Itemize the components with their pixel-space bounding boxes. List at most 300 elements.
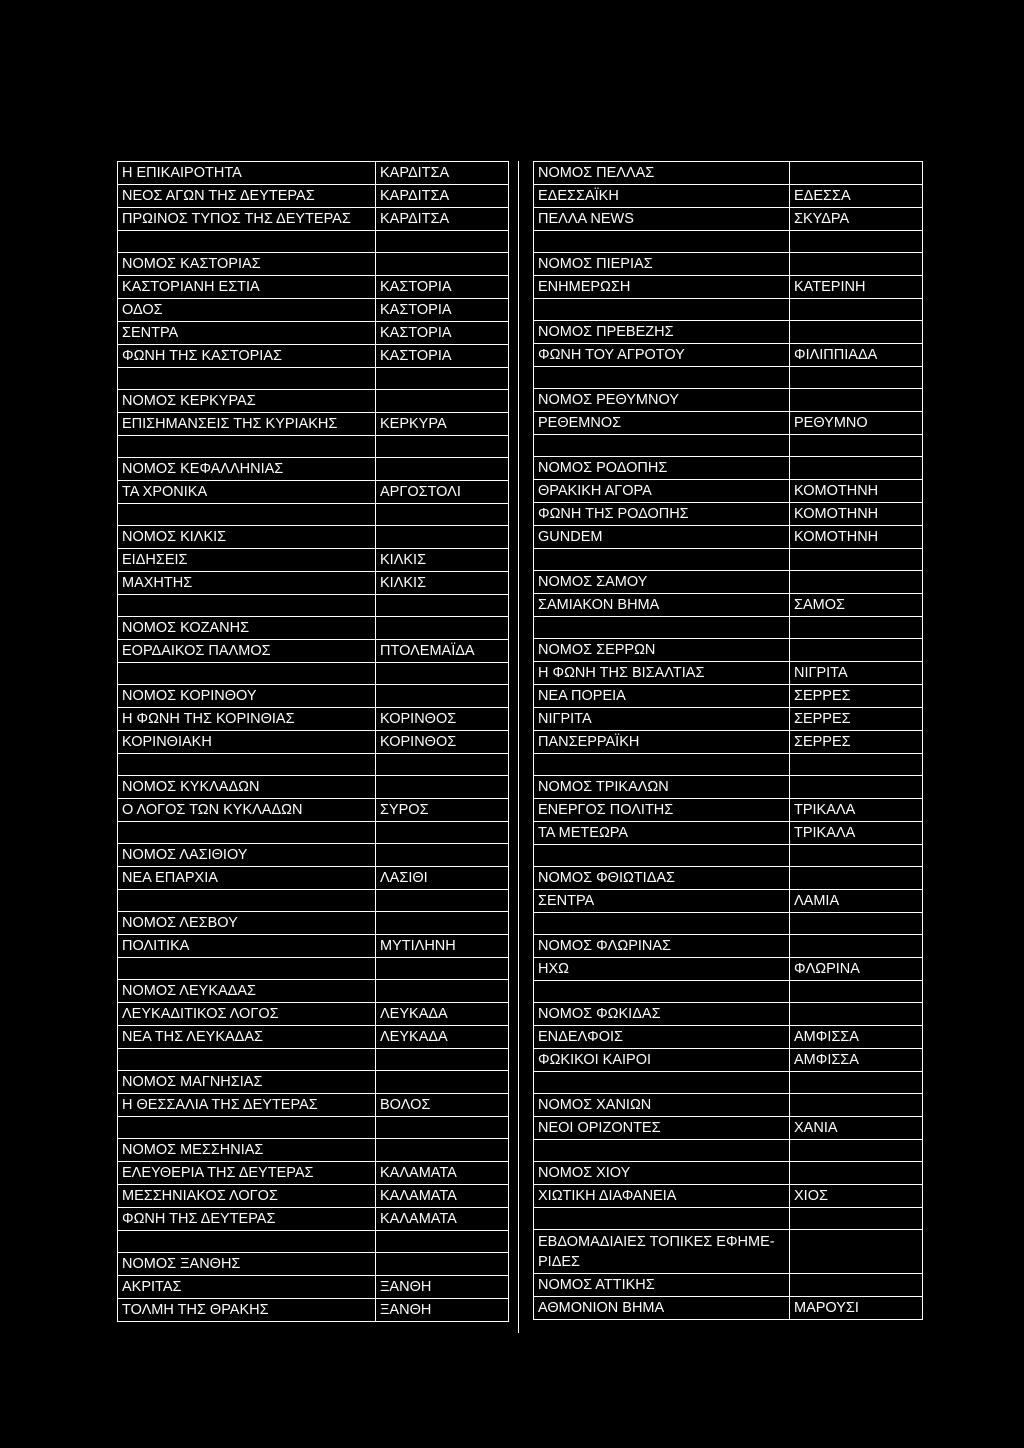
city-cell xyxy=(376,1049,509,1071)
city-cell xyxy=(376,958,509,980)
newspaper-name-cell: ΝΟΜΟΣ ΧΑΝΙΩΝ xyxy=(534,1094,790,1117)
table-row xyxy=(534,867,923,890)
city-cell xyxy=(790,1208,923,1230)
table-row xyxy=(534,662,923,685)
city-cell: ΣΕΡΡΕΣ xyxy=(790,685,923,708)
table-row xyxy=(118,958,509,980)
table-row xyxy=(534,1094,923,1117)
newspaper-name-cell: ΚΟΡΙΝΘΙΑΚΗ xyxy=(118,731,376,754)
table-row xyxy=(118,1117,509,1139)
city-cell: ΚΑΡΔΙΤΣΑ xyxy=(376,185,509,208)
newspaper-name-cell xyxy=(534,367,790,389)
newspaper-name-cell: ΠΡΩΙΝΟΣ ΤΥΠΟΣ ΤΗΣ ΔΕΥΤΕΡΑΣ xyxy=(118,208,376,231)
newspaper-name-cell: ΝΟΜΟΣ ΠΙΕΡΙΑΣ xyxy=(534,253,790,276)
city-cell xyxy=(376,1117,509,1139)
city-cell: ΤΡΙΚΑΛΑ xyxy=(790,822,923,845)
table-row xyxy=(118,1185,509,1208)
newspaper-name-cell: ΝΟΜΟΣ ΛΕΣΒΟΥ xyxy=(118,912,376,935)
city-cell: ΚΟΜΟΤΗΝΗ xyxy=(790,503,923,526)
table-row xyxy=(118,345,509,368)
newspaper-name-cell xyxy=(534,617,790,639)
city-cell xyxy=(790,321,923,344)
newspaper-name-cell: ΕΠΙΣΗΜΑΝΣΕΙΣ ΤΗΣ ΚΥΡΙΑΚΗΣ xyxy=(118,413,376,436)
newspaper-name-cell: ΝΟΜΟΣ ΠΕΛΛΑΣ xyxy=(534,162,790,185)
table-row xyxy=(534,1208,923,1230)
city-cell: ΚΑΡΔΙΤΣΑ xyxy=(376,208,509,231)
table-row xyxy=(534,754,923,776)
table-row xyxy=(534,1230,923,1274)
table-row xyxy=(118,980,509,1003)
city-cell: ΜΥΤΙΛΗΝΗ xyxy=(376,935,509,958)
city-cell: ΕΔΕΣΣΑ xyxy=(790,185,923,208)
table-row xyxy=(534,276,923,299)
table-row xyxy=(118,1162,509,1185)
city-cell xyxy=(376,754,509,776)
city-cell xyxy=(790,253,923,276)
table-row xyxy=(118,799,509,822)
table-row xyxy=(534,503,923,526)
table-row xyxy=(534,208,923,231)
table-row xyxy=(534,594,923,617)
newspaper-name-cell: ΠΕΛΛΑ NEWS xyxy=(534,208,790,231)
table-row xyxy=(534,708,923,731)
city-cell: ΧΑΝΙΑ xyxy=(790,1117,923,1140)
newspaper-name-cell xyxy=(534,754,790,776)
newspaper-name-cell xyxy=(534,1208,790,1230)
city-cell xyxy=(376,526,509,549)
table-row xyxy=(534,1162,923,1185)
table-row xyxy=(534,1297,923,1320)
newspaper-name-cell: ΝΟΜΟΣ ΚΕΦΑΛΛΗΝΙΑΣ xyxy=(118,458,376,481)
newspaper-name-cell: ΝΟΜΟΣ ΦΛΩΡΙΝΑΣ xyxy=(534,935,790,958)
table-row xyxy=(118,1276,509,1299)
newspaper-name-cell: ΑΘΜΟΝΙΟΝ ΒΗΜΑ xyxy=(534,1297,790,1320)
city-cell: ΚΑΤΕΡΙΝΗ xyxy=(790,276,923,299)
newspaper-name-cell: ΝΟΜΟΣ ΚΟΖΑΝΗΣ xyxy=(118,617,376,640)
table-row xyxy=(534,162,923,185)
city-cell xyxy=(376,1139,509,1162)
city-cell: ΧΙΟΣ xyxy=(790,1185,923,1208)
newspaper-name-cell xyxy=(118,368,376,390)
city-cell: ΣΕΡΡΕΣ xyxy=(790,731,923,754)
table-row xyxy=(534,845,923,867)
newspaper-name-cell xyxy=(534,231,790,253)
table-row xyxy=(118,754,509,776)
table-row xyxy=(534,321,923,344)
city-cell xyxy=(376,844,509,867)
city-cell xyxy=(376,980,509,1003)
city-cell xyxy=(790,776,923,799)
table-row xyxy=(534,253,923,276)
table-row xyxy=(118,935,509,958)
newspaper-name-cell: ΣΕΝΤΡΑ xyxy=(534,890,790,913)
newspaper-name-cell: ΝΟΜΟΣ ΑΤΤΙΚΗΣ xyxy=(534,1274,790,1297)
table-row xyxy=(534,913,923,935)
city-cell xyxy=(790,1003,923,1026)
city-cell: ΚΕΡΚΥΡΑ xyxy=(376,413,509,436)
table-row xyxy=(534,1026,923,1049)
city-cell: ΚΟΜΟΤΗΝΗ xyxy=(790,480,923,503)
newspaper-name-cell: ΤΑ ΧΡΟΝΙΚΑ xyxy=(118,481,376,504)
newspaper-name-cell: ΝΟΜΟΣ ΚΙΛΚΙΣ xyxy=(118,526,376,549)
city-cell xyxy=(790,1162,923,1185)
newspaper-name-cell: ΝΟΜΟΣ ΡΟΔΟΠΗΣ xyxy=(534,457,790,480)
right-table-body xyxy=(534,162,923,1320)
newspaper-name-cell: ΝΙΓΡΙΤΑ xyxy=(534,708,790,731)
newspaper-name-cell: ΑΚΡΙΤΑΣ xyxy=(118,1276,376,1299)
newspaper-name-cell: ΟΔΟΣ xyxy=(118,299,376,322)
newspaper-name-cell: ΝΟΜΟΣ ΚΟΡΙΝΘΟΥ xyxy=(118,685,376,708)
table-row xyxy=(118,617,509,640)
table-row xyxy=(534,435,923,457)
table-row xyxy=(534,526,923,549)
newspaper-name-cell: ΦΩΝΗ ΤΗΣ ΚΑΣΤΟΡΙΑΣ xyxy=(118,345,376,368)
newspaper-name-cell: ΕΒΔΟΜΑΔΙΑΙΕΣ ΤΟΠΙΚΕΣ ΕΦΗΜΕ-ΡΙΔΕΣ xyxy=(534,1230,790,1274)
city-cell xyxy=(790,571,923,594)
city-cell xyxy=(790,162,923,185)
city-cell xyxy=(790,367,923,389)
table-row xyxy=(118,526,509,549)
table-row xyxy=(118,685,509,708)
city-cell xyxy=(376,617,509,640)
city-cell: ΦΛΩΡΙΝΑ xyxy=(790,958,923,981)
table-row xyxy=(118,776,509,799)
city-cell xyxy=(790,639,923,662)
city-cell: ΑΜΦΙΣΣΑ xyxy=(790,1026,923,1049)
newspaper-name-cell: Η ΦΩΝΗ ΤΗΣ ΒΙΣΑΛΤΙΑΣ xyxy=(534,662,790,685)
city-cell: ΤΡΙΚΑΛΑ xyxy=(790,799,923,822)
table-row xyxy=(534,981,923,1003)
newspaper-name-cell: ΦΩΝΗ ΤΗΣ ΡΟΔΟΠΗΣ xyxy=(534,503,790,526)
table-row xyxy=(118,299,509,322)
table-row xyxy=(534,639,923,662)
city-cell xyxy=(376,912,509,935)
city-cell xyxy=(376,1253,509,1276)
table-row xyxy=(534,617,923,639)
table-row xyxy=(118,890,509,912)
city-cell xyxy=(790,617,923,639)
newspaper-name-cell xyxy=(534,549,790,571)
table-row xyxy=(534,1072,923,1094)
newspaper-name-cell: ΝΟΜΟΣ ΣΑΜΟΥ xyxy=(534,571,790,594)
table-row xyxy=(118,1094,509,1117)
table-row xyxy=(118,413,509,436)
newspaper-name-cell: ΝΕΑ ΠΟΡΕΙΑ xyxy=(534,685,790,708)
newspaper-name-cell xyxy=(118,663,376,685)
city-cell: ΣΕΡΡΕΣ xyxy=(790,708,923,731)
newspaper-name-cell: ΝΟΜΟΣ ΡΕΘΥΜΝΟΥ xyxy=(534,389,790,412)
city-cell: ΞΑΝΘΗ xyxy=(376,1299,509,1322)
city-cell xyxy=(790,935,923,958)
city-cell xyxy=(376,822,509,844)
city-cell xyxy=(376,436,509,458)
newspaper-name-cell: ΕΝΗΜΕΡΩΣΗ xyxy=(534,276,790,299)
table-row xyxy=(534,799,923,822)
right-newspaper-table xyxy=(533,161,923,1320)
city-cell xyxy=(790,913,923,935)
city-cell: ΚΟΡΙΝΘΟΣ xyxy=(376,731,509,754)
table-row xyxy=(118,572,509,595)
table-row xyxy=(534,571,923,594)
newspaper-name-cell: ΚΑΣΤΟΡΙΑΝΗ ΕΣΤΙΑ xyxy=(118,276,376,299)
city-cell: ΒΟΛΟΣ xyxy=(376,1094,509,1117)
city-cell: ΣΚΥΔΡΑ xyxy=(790,208,923,231)
newspaper-name-cell: ΝΟΜΟΣ ΦΩΚΙΔΑΣ xyxy=(534,1003,790,1026)
newspaper-name-cell: ΝΕΟΣ ΑΓΩΝ ΤΗΣ ΔΕΥΤΕΡΑΣ xyxy=(118,185,376,208)
newspaper-name-cell: ΝΟΜΟΣ ΚΑΣΤΟΡΙΑΣ xyxy=(118,253,376,276)
city-cell: ΠΤΟΛΕΜΑΪΔΑ xyxy=(376,640,509,663)
newspaper-name-cell xyxy=(118,1049,376,1071)
table-row xyxy=(118,368,509,390)
table-row xyxy=(118,1299,509,1322)
city-cell xyxy=(790,389,923,412)
city-cell xyxy=(376,253,509,276)
city-cell: ΑΡΓΟΣΤΟΛΙ xyxy=(376,481,509,504)
newspaper-name-cell: Η ΦΩΝΗ ΤΗΣ ΚΟΡΙΝΘΙΑΣ xyxy=(118,708,376,731)
table-row xyxy=(534,958,923,981)
city-cell xyxy=(790,299,923,321)
city-cell: ΚΟΜΟΤΗΝΗ xyxy=(790,526,923,549)
city-cell xyxy=(790,457,923,480)
newspaper-name-cell: ΡΕΘΕΜΝΟΣ xyxy=(534,412,790,435)
table-row xyxy=(118,1071,509,1094)
city-cell xyxy=(376,1071,509,1094)
table-row xyxy=(118,549,509,572)
table-row xyxy=(118,1026,509,1049)
city-cell: ΚΑΛΑΜΑΤΑ xyxy=(376,1185,509,1208)
city-cell: ΞΑΝΘΗ xyxy=(376,1276,509,1299)
city-cell: ΚΑΣΤΟΡΙΑ xyxy=(376,345,509,368)
city-cell xyxy=(790,867,923,890)
city-cell: ΡΕΘΥΜΝΟ xyxy=(790,412,923,435)
newspaper-name-cell: ΝΟΜΟΣ ΤΡΙΚΑΛΩΝ xyxy=(534,776,790,799)
table-row xyxy=(118,1208,509,1231)
newspaper-name-cell: ΝΟΜΟΣ ΧΙΟΥ xyxy=(534,1162,790,1185)
newspaper-name-cell: ΦΩΝΗ ΤΗΣ ΔΕΥΤΕΡΑΣ xyxy=(118,1208,376,1231)
newspaper-name-cell: ΤΟΛΜΗ ΤΗΣ ΘΡΑΚΗΣ xyxy=(118,1299,376,1322)
table-row xyxy=(534,1140,923,1162)
newspaper-name-cell: ΦΩΚΙΚΟΙ ΚΑΙΡΟΙ xyxy=(534,1049,790,1072)
newspaper-name-cell: ΤΑ ΜΕΤΕΩΡΑ xyxy=(534,822,790,845)
table-row xyxy=(118,663,509,685)
newspaper-name-cell: ΜΕΣΣΗΝΙΑΚΟΣ ΛΟΓΟΣ xyxy=(118,1185,376,1208)
city-cell xyxy=(376,390,509,413)
newspaper-name-cell: ΛΕΥΚΑΔΙΤΙΚΟΣ ΛΟΓΟΣ xyxy=(118,1003,376,1026)
newspaper-name-cell: ΣΕΝΤΡΑ xyxy=(118,322,376,345)
left-newspaper-table xyxy=(117,161,509,1322)
newspaper-name-cell: ΝΟΜΟΣ ΚΥΚΛΑΔΩΝ xyxy=(118,776,376,799)
table-row xyxy=(118,731,509,754)
newspaper-name-cell: ΘΡΑΚΙΚΗ ΑΓΟΡΑ xyxy=(534,480,790,503)
city-cell xyxy=(790,435,923,457)
city-cell: ΚΙΛΚΙΣ xyxy=(376,572,509,595)
table-row xyxy=(118,1139,509,1162)
table-row xyxy=(118,276,509,299)
newspaper-name-cell: ΝΟΜΟΣ ΜΕΣΣΗΝΙΑΣ xyxy=(118,1139,376,1162)
newspaper-name-cell: Η ΕΠΙΚΑΙΡΟΤΗΤΑ xyxy=(118,162,376,185)
city-cell xyxy=(376,458,509,481)
city-cell xyxy=(376,685,509,708)
city-cell: ΑΜΦΙΣΣΑ xyxy=(790,1049,923,1072)
newspaper-name-cell: ΝΟΜΟΣ ΠΡΕΒΕΖΗΣ xyxy=(534,321,790,344)
newspaper-name-cell xyxy=(534,299,790,321)
table-row xyxy=(118,640,509,663)
city-cell xyxy=(790,1072,923,1094)
newspaper-name-cell xyxy=(118,754,376,776)
table-row xyxy=(534,1274,923,1297)
city-cell: ΚΑΣΤΟΡΙΑ xyxy=(376,322,509,345)
table-row xyxy=(118,1231,509,1253)
city-cell: ΣΑΜΟΣ xyxy=(790,594,923,617)
table-row xyxy=(118,208,509,231)
table-row xyxy=(534,776,923,799)
city-cell xyxy=(376,663,509,685)
table-row xyxy=(118,481,509,504)
table-row xyxy=(534,367,923,389)
table-row xyxy=(534,890,923,913)
newspaper-name-cell: ΝΟΜΟΣ ΛΕΥΚΑΔΑΣ xyxy=(118,980,376,1003)
newspaper-name-cell: ΝΟΜΟΣ ΣΕΡΡΩΝ xyxy=(534,639,790,662)
city-cell xyxy=(790,754,923,776)
table-row xyxy=(534,412,923,435)
newspaper-name-cell: ΗΧΩ xyxy=(534,958,790,981)
city-cell: ΚΑΛΑΜΑΤΑ xyxy=(376,1162,509,1185)
table-row xyxy=(118,595,509,617)
table-row xyxy=(534,1117,923,1140)
city-cell xyxy=(790,845,923,867)
city-cell: ΦΙΛΙΠΠΙΑΔΑ xyxy=(790,344,923,367)
newspaper-name-cell: ΠΑΝΣΕΡΡΑΪΚΗ xyxy=(534,731,790,754)
table-row xyxy=(118,822,509,844)
table-row xyxy=(534,344,923,367)
city-cell: ΚΑΣΤΟΡΙΑ xyxy=(376,299,509,322)
table-row xyxy=(118,185,509,208)
newspaper-name-cell: ΕΟΡΔΑΙΚΟΣ ΠΑΛΜΟΣ xyxy=(118,640,376,663)
newspaper-name-cell: ΝΟΜΟΣ ΦΘΙΩΤΙΔΑΣ xyxy=(534,867,790,890)
city-cell xyxy=(376,776,509,799)
table-row xyxy=(534,299,923,321)
table-row xyxy=(534,822,923,845)
city-cell: ΚΟΡΙΝΘΟΣ xyxy=(376,708,509,731)
newspaper-name-cell: ΕΝΕΡΓΟΣ ΠΟΛΙΤΗΣ xyxy=(534,799,790,822)
newspaper-name-cell xyxy=(118,231,376,253)
table-row xyxy=(118,162,509,185)
newspaper-name-cell xyxy=(534,435,790,457)
city-cell: ΜΑΡΟΥΣΙ xyxy=(790,1297,923,1320)
city-cell: ΚΑΡΔΙΤΣΑ xyxy=(376,162,509,185)
table-row xyxy=(118,253,509,276)
city-cell xyxy=(790,1230,923,1274)
city-cell: ΛΕΥΚΑΔΑ xyxy=(376,1026,509,1049)
newspaper-name-cell xyxy=(534,845,790,867)
table-row xyxy=(118,458,509,481)
table-row xyxy=(534,935,923,958)
city-cell: ΚΑΛΑΜΑΤΑ xyxy=(376,1208,509,1231)
table-row xyxy=(118,322,509,345)
newspaper-name-cell xyxy=(534,1072,790,1094)
table-row xyxy=(534,480,923,503)
newspaper-name-cell: ΝΟΜΟΣ ΜΑΓΝΗΣΙΑΣ xyxy=(118,1071,376,1094)
table-row xyxy=(118,1003,509,1026)
table-row xyxy=(118,231,509,253)
city-cell xyxy=(790,981,923,1003)
table-row xyxy=(118,1049,509,1071)
table-row xyxy=(534,1003,923,1026)
newspaper-name-cell xyxy=(534,913,790,935)
newspaper-name-cell xyxy=(534,1140,790,1162)
newspaper-name-cell xyxy=(118,822,376,844)
newspaper-name-cell: ΦΩΝΗ ΤΟΥ ΑΓΡΟΤΟΥ xyxy=(534,344,790,367)
newspaper-name-cell: ΧΙΩΤΙΚΗ ΔΙΑΦΑΝΕΙΑ xyxy=(534,1185,790,1208)
newspaper-name-cell xyxy=(534,981,790,1003)
newspaper-name-cell: ΠΟΛΙΤΙΚΑ xyxy=(118,935,376,958)
table-row xyxy=(118,867,509,890)
column-divider xyxy=(518,161,519,1333)
table-row xyxy=(534,685,923,708)
newspaper-name-cell: ΕΛΕΥΘΕΡΙΑ ΤΗΣ ΔΕΥΤΕΡΑΣ xyxy=(118,1162,376,1185)
newspaper-name-cell: GUNDEM xyxy=(534,526,790,549)
city-cell xyxy=(790,231,923,253)
table-row xyxy=(534,731,923,754)
table-row xyxy=(534,389,923,412)
table-row xyxy=(534,1049,923,1072)
newspaper-name-cell: ΝΟΜΟΣ ΚΕΡΚΥΡΑΣ xyxy=(118,390,376,413)
city-cell: ΛΑΣΙΘΙ xyxy=(376,867,509,890)
newspaper-name-cell xyxy=(118,1117,376,1139)
city-cell: ΝΙΓΡΙΤΑ xyxy=(790,662,923,685)
newspaper-name-cell: Ο ΛΟΓΟΣ ΤΩΝ ΚΥΚΛΑΔΩΝ xyxy=(118,799,376,822)
newspaper-name-cell: ΣΑΜΙΑΚΟΝ ΒΗΜΑ xyxy=(534,594,790,617)
city-cell xyxy=(376,231,509,253)
table-row xyxy=(118,708,509,731)
table-row xyxy=(534,185,923,208)
newspaper-name-cell: ΝΕΑ ΕΠΑΡΧΙΑ xyxy=(118,867,376,890)
newspaper-name-cell: ΕΝΔΕΛΦΟΙΣ xyxy=(534,1026,790,1049)
newspaper-name-cell: ΝΟΜΟΣ ΛΑΣΙΘΙΟΥ xyxy=(118,844,376,867)
city-cell: ΛΕΥΚΑΔΑ xyxy=(376,1003,509,1026)
city-cell xyxy=(790,1094,923,1117)
newspaper-name-cell xyxy=(118,1231,376,1253)
city-cell: ΛΑΜΙΑ xyxy=(790,890,923,913)
table-row xyxy=(118,436,509,458)
table-row xyxy=(534,1185,923,1208)
city-cell: ΣΥΡΟΣ xyxy=(376,799,509,822)
city-cell xyxy=(376,595,509,617)
table-row xyxy=(118,912,509,935)
table-row xyxy=(534,457,923,480)
table-row xyxy=(534,549,923,571)
city-cell xyxy=(376,504,509,526)
left-table-body xyxy=(118,162,509,1322)
table-row xyxy=(118,504,509,526)
newspaper-name-cell: Η ΘΕΣΣΑΛΙΑ ΤΗΣ ΔΕΥΤΕΡΑΣ xyxy=(118,1094,376,1117)
newspaper-name-cell: ΕΙΔΗΣΕΙΣ xyxy=(118,549,376,572)
city-cell: ΚΑΣΤΟΡΙΑ xyxy=(376,276,509,299)
table-row xyxy=(534,231,923,253)
city-cell xyxy=(790,1274,923,1297)
newspaper-name-cell: ΝΟΜΟΣ ΞΑΝΘΗΣ xyxy=(118,1253,376,1276)
city-cell xyxy=(376,368,509,390)
city-cell xyxy=(790,1140,923,1162)
city-cell xyxy=(376,1231,509,1253)
newspaper-name-cell xyxy=(118,958,376,980)
city-cell xyxy=(790,549,923,571)
newspaper-name-cell xyxy=(118,436,376,458)
city-cell xyxy=(376,890,509,912)
newspaper-name-cell: ΜΑΧΗΤΗΣ xyxy=(118,572,376,595)
table-row xyxy=(118,1253,509,1276)
newspaper-name-cell xyxy=(118,504,376,526)
